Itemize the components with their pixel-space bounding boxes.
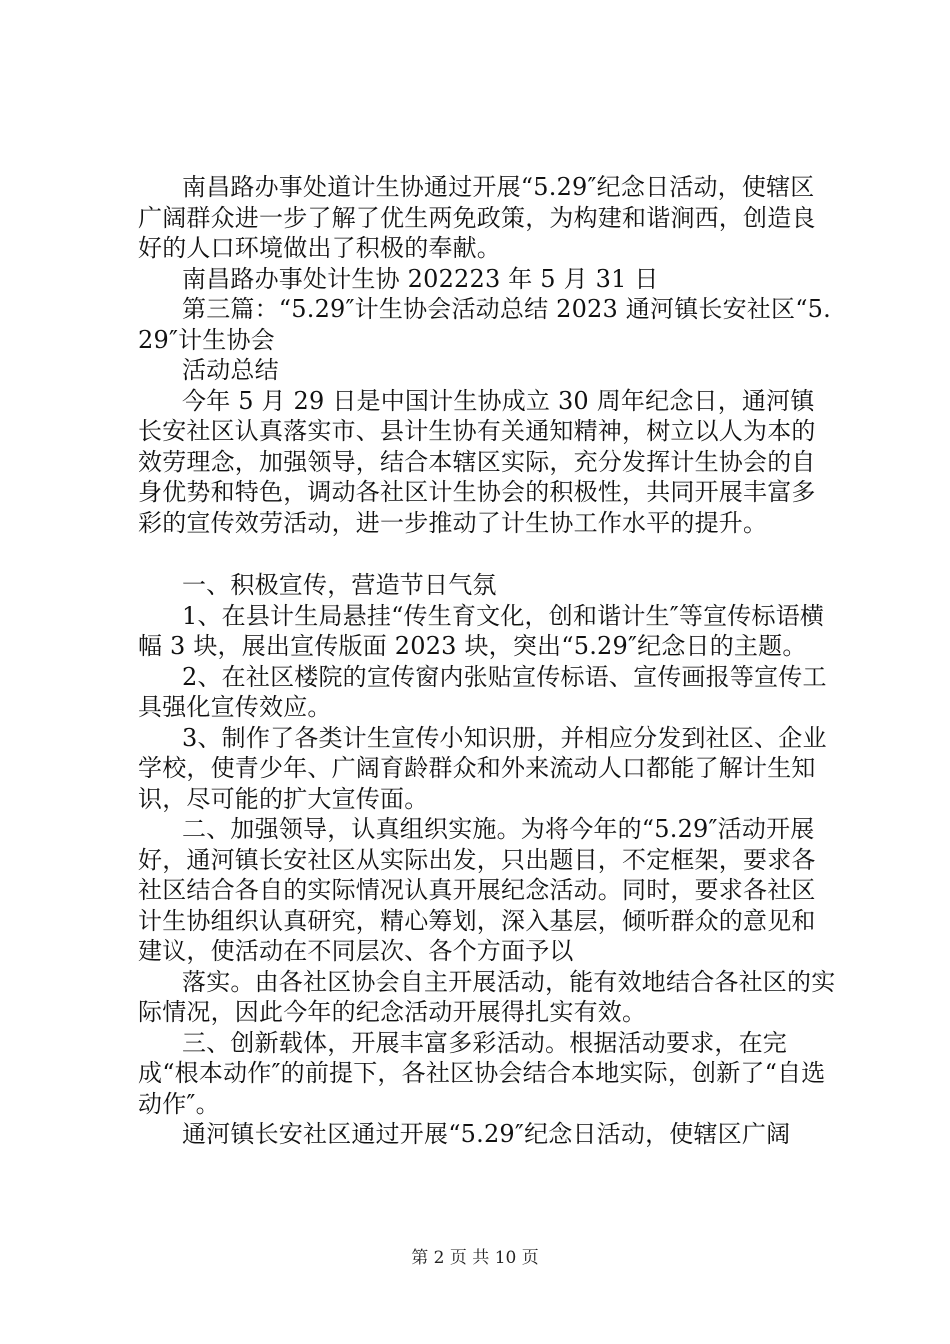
paragraph: 2、在社区楼院的宣传窗内张贴宣传标语、宣传画报等宣传工具强化宣传效应。	[138, 662, 827, 721]
paragraph-gap	[138, 538, 838, 570]
paragraph: 通河镇长安社区通过开展“5.29″纪念日活动，使辖区广阔	[182, 1120, 791, 1148]
page-number-footer: 第 2 页 共 10 页	[411, 1248, 539, 1268]
paragraph: 二、加强领导，认真组织实施。为将今年的“5.29″活动开展好，通河镇长安社区从实际出发，只出题目，不定框架，要求各社区结合各自的实际情况认真开展纪念活动。同时，要求各社区计生协组织认真研究，精心筹划，深入基层，倾听群众的意见和建议，使活动在不同层次、各个方面予以	[138, 815, 816, 965]
paragraph: 活动总结	[182, 356, 279, 384]
paragraph: 三、创新载体，开展丰富多彩活动。根据活动要求，在完成“根本动作″的前提下，各社区协会结合本地实际，创新了“自选动作″。	[138, 1028, 826, 1118]
paragraph: 南昌路办事处道计生协通过开展“5.29″纪念日活动，使辖区广阔群众进一步了解了优生两免政策，为构建和谐涧西，创造良好的人口环境做出了积极的奉献。	[138, 173, 816, 262]
paragraph-signature: 南昌路办事处计生协 202223 年 5 月 31 日	[182, 264, 659, 293]
paragraph: 今年 5 月 29 日是中国计生协成立 30 周年纪念日，通河镇长安社区认真落实市、县计生协有关通知精神，树立以人为本的效劳理念，加强领导，结合本辖区实际，充分发挥计生协会的自身优势和特色，调动各社区计生协会的积极性，共同开展丰富多彩的宣传效劳活动，进一步推动了计生协工作水平的提升。	[138, 386, 816, 537]
paragraph-section-title: 第三篇：“5.29″计生协会活动总结 2023 通河镇长安社区“5.29″计生协会	[138, 295, 831, 354]
document-body	[138, 172, 838, 1150]
paragraph: 3、制作了各类计生宣传小知识册，并相应分发到社区、企业学校，使青少年、广阔育龄群众和外来流动人口都能了解计生知识，尽可能的扩大宣传面。	[138, 723, 827, 813]
paragraph: 落实。由各社区协会自主开展活动，能有效地结合各社区的实际情况，因此今年的纪念活动开展得扎实有效。	[138, 967, 836, 1026]
paragraph-heading: 一、积极宣传，营造节日气氛	[182, 571, 497, 599]
paragraph: 1、在县计生局悬挂“传生育文化，创和谐计生″等宣传标语横幅 3 块，展出宣传版面 2023 块，突出“5.29″纪念日的主题。	[138, 601, 825, 660]
